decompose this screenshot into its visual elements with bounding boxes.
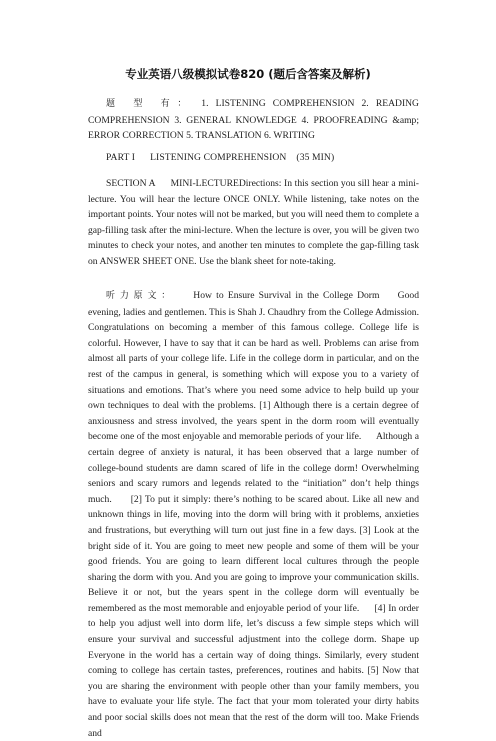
question-types-paragraph (88, 96, 419, 144)
question-types-label: 题 型 有： (106, 99, 195, 109)
section-label: SECTION A MINI-LECTURE (106, 178, 239, 189)
transcript-text: Good evening, ladies and gentlemen. This is Shah J. Chaudhry from the College Admission. Congratulations on becoming a member of this famous college. College life is colorful. However, I have to say that it can be hard as well. Problems can arise from almost all parts of your college life. Life in the college dorm in particular, and on the rest of the campus in general, is something which will expose you to a variety of situations and emotions. That’s where you need some advice to help build up your own techniques to deal with the problems. [1] Although there is a certain degree of anxiousness and stress involved, the years spent in the dorm room will eventually become one of the most enjoyable and memorable periods of your life. Although a certain degree of anxiety is natural, it has been observed that a large number of college-bound students are damn scared of life in the college dorm! Overwhelming seniors and scary rumors and legends related to the “initiation” don’t help things much. [2] To put it simply: there’s nothing to be scared about. Like all new and unknown things in life, moving into the dorm will bring with it problems, anxieties and frustrations, but everything will turn out just fine in a few days. [3] Look at the bright side of it. You are going to meet new people and some of them will be your good friends. You are going to learn different local cultures through the people sharing the dorm with you. And you are going to improve your communication skills. Believe it or not, but the years spent in the college dorm will eventually be remembered as the most memorable and enjoyable period of your life. [4] In order to help you adjust well into dorm life, let’s discuss a few simple steps which will ensure your survival and successful adjustment into the college dorm. Shape up Everyone in the world has a certain way of doing things. Similarly, every student coming to college has certain tastes, preferences, routines and habits. [5] Now that you are sharing the environment with people other than your family members, you have to evaluate your life style. The fact that your mom tolerated your dirty habits and poor social skills does not mean that the rest of the dorm will too. Make Friends and (88, 290, 422, 739)
section-directions: Directions: In this section you sill hear a mini-lecture. You will hear the lecture ONCE ONLY. While listening, take notes on the important points. Your notes will not be marked, but you will need them to complete a gap-filling task after the mini-lecture. When the lecture is over, you will be given two minutes to check your notes, and another ten minutes to complete the gap-filling task on ANSWER SHEET ONE. Use the blank sheet for note-taking. (88, 178, 420, 267)
document-title: 专业英语八级模拟试卷820 (题后含答案及解析) (125, 67, 371, 81)
question-types-text: 1. LISTENING COMPREHENSION 2. READING COMPREHENSION 3. GENERAL KNOWLEDGE 4. PROOFREADING &amp; ERROR CORRECTION 5. TRANSLATION 6. WRITING (88, 98, 419, 142)
section-a-paragraph (88, 176, 419, 270)
part-heading: PART I LISTENING COMPREHENSION (35 MIN) (106, 152, 335, 163)
transcript-label: 听力原文： (106, 291, 176, 301)
transcript-heading: How to Ensure Survival in the College Dorm (193, 290, 380, 301)
transcript-paragraph (88, 288, 422, 741)
